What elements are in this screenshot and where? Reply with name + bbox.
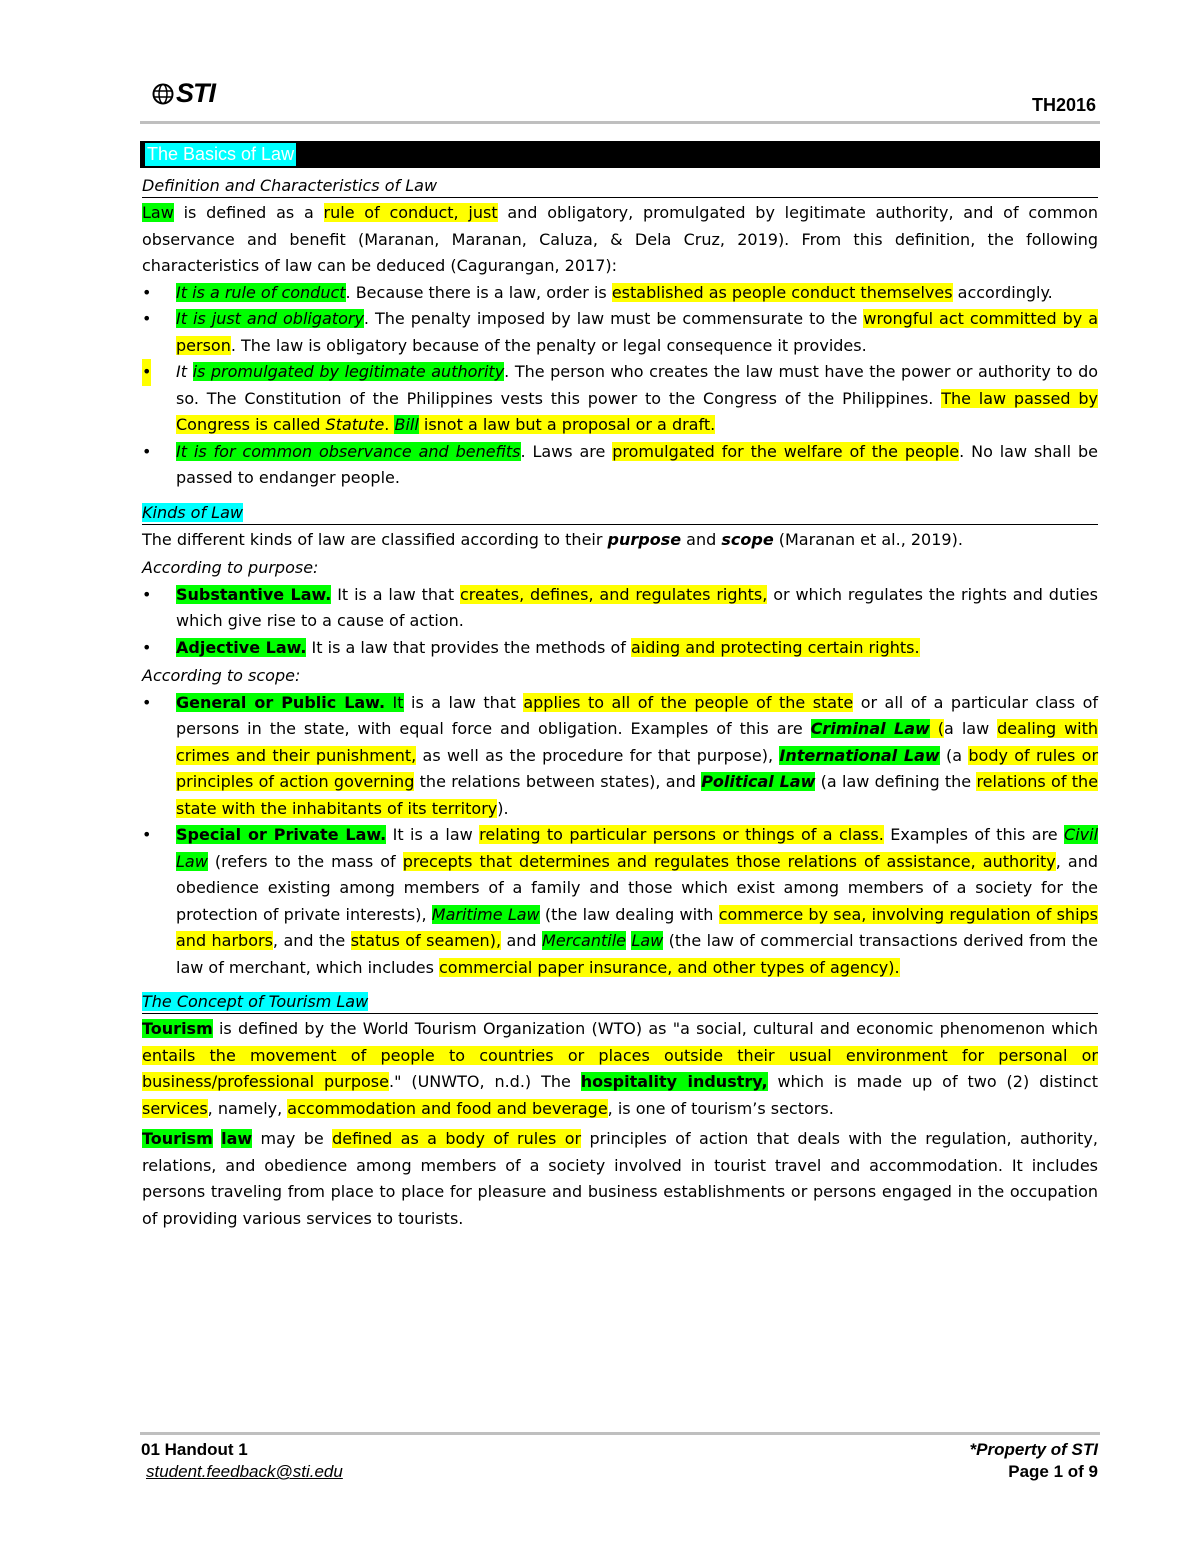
main-content	[142, 175, 1098, 1232]
highlight: applies to all of the people of the state	[523, 692, 854, 712]
term-highlight: Criminal Law	[810, 719, 930, 738]
highlight: aiding and protecting certain rights.	[630, 637, 920, 657]
law-definition-paragraph	[142, 200, 1098, 280]
highlight: body of rules or principles of action governing	[176, 745, 1099, 791]
header-divider	[140, 121, 1100, 124]
characteristics-list	[142, 280, 1098, 492]
term-highlight: Special or Private Law.	[176, 825, 387, 844]
highlight-rule-of-conduct: rule of conduct, just	[323, 203, 498, 222]
text-run: and	[681, 529, 722, 549]
text-run: . Laws are	[520, 441, 613, 461]
term-highlight: is promulgated by legitimate authority	[192, 362, 505, 381]
globe-icon	[152, 83, 174, 105]
text-run: (a law defining the	[815, 772, 977, 791]
text-run: the relations between states), and	[414, 772, 702, 791]
course-code: TH2016	[1031, 95, 1096, 115]
spacer	[142, 981, 1098, 991]
text-run: It is a law	[386, 825, 480, 844]
text-run: (refers to the mass of	[207, 851, 403, 871]
term-bill: Bill	[394, 415, 419, 434]
highlight: status of seamen),	[350, 931, 502, 950]
highlight: precepts that determines and regulates those relations of assistance, authority	[402, 851, 1056, 871]
highlight: relating to particular persons or things of a class.	[479, 825, 884, 844]
list-item	[142, 359, 1098, 439]
text-run: which is made up of two (2) distinct	[767, 1072, 1099, 1091]
highlight: entails the movement of people to countries or places outside their usual environment for personal or business/professional purpose	[142, 1045, 1098, 1091]
term-highlight: It is for common observance and benefits	[176, 441, 521, 461]
term-highlight: Adjective Law.	[176, 637, 307, 657]
highlight: .	[384, 415, 395, 434]
scope-label: According to scope:	[142, 666, 301, 685]
text-run: is a law that	[403, 692, 524, 712]
term-hospitality-industry: hospitality industry,	[580, 1072, 768, 1091]
text-run: , and obedience existing among members of a family and those which exist among members of a society for the protection of private interests),	[176, 851, 1098, 924]
text-run: may be	[252, 1129, 333, 1148]
text-run: The different kinds of law are classified according to their	[142, 529, 608, 549]
highlight: dealing with crimes and their punishment,	[176, 719, 1099, 765]
term-highlight: Political Law	[701, 772, 816, 791]
term-law: law	[221, 1129, 253, 1148]
section-heading-tourism	[142, 991, 1098, 1014]
text-run: ." (UNWTO, n.d.) The	[388, 1072, 581, 1091]
term-highlight: It	[385, 692, 404, 712]
term-highlight: Substantive Law.	[176, 584, 332, 604]
highlight: accommodation and food and beverage	[287, 1098, 608, 1118]
highlight: relations of the state with the inhabitants of its territory	[176, 772, 1099, 818]
list-item	[142, 690, 1098, 823]
highlight: is	[418, 415, 437, 434]
text-run: . No law shall be passed to endanger people.	[176, 441, 1098, 487]
list-item	[142, 280, 1098, 307]
tourism-law-paragraph	[142, 1126, 1098, 1232]
term-highlight: Civil Law	[176, 825, 1099, 871]
text-run: principles of action that deals with the regulation, authority, relations, and obedience among members of a society involved in tourist travel and accommodation. It includes persons traveling from place to place for pleasure and business establishments or persons engaged in the occupation of providing various services to tourists.	[142, 1129, 1098, 1228]
text-run: Examples of this are	[883, 825, 1065, 844]
section-heading-kinds	[142, 502, 1098, 525]
highlight: (	[929, 719, 945, 738]
text-run: It is a law that	[331, 584, 460, 604]
handout-label: 01 Handout 1	[141, 1440, 248, 1459]
term-scope: scope	[721, 529, 774, 549]
highlight: promulgated for the welfare of the people	[612, 441, 960, 461]
text-run: (the law of commercial transactions derived from the law of merchant, which includes	[176, 931, 1099, 977]
scope-list	[142, 690, 1098, 982]
highlight: The law passed by Congress is called	[176, 388, 1098, 434]
text-run: , and the	[272, 931, 351, 950]
sti-logo	[152, 78, 215, 109]
text-run: (the law dealing with	[539, 904, 719, 924]
text-run: (Maranan et al., 2019).	[773, 529, 963, 549]
highlight: commerce by sea, involving regulation of ships and harbors	[176, 904, 1099, 950]
logo-text: STI	[176, 78, 216, 108]
text-run: and obligatory, promulgated by legitimate authority, and of common observance and benefit (Maranan, Maranan, Caluza, & Dela Cruz, 2019). From this definition, the following characteristics of law can be deduced (Cagurangan, 2017):	[142, 203, 1099, 275]
text-run: It is a law that provides the methods of	[306, 637, 631, 657]
term-highlight: Mercantile	[542, 931, 626, 950]
page-title: The Basics of Law	[147, 144, 295, 164]
text-run: . The law is obligatory because of the penalty or legal consequence it provides.	[230, 335, 867, 355]
text-run: or all of a particular class of persons in the state, with equal force and obligation. Examples of this are	[176, 692, 1099, 738]
highlight: wrongful act committed by a person	[176, 309, 1099, 355]
highlight: services	[142, 1098, 208, 1118]
text-run: as well as the procedure for that purpose),	[416, 745, 780, 765]
text-run: . Because there is a law, order is	[345, 282, 612, 302]
text-run	[213, 1129, 221, 1148]
section-heading-definition: Definition and Characteristics of Law	[142, 175, 1098, 198]
term-law: Law	[142, 203, 174, 222]
text-run: and	[501, 931, 543, 950]
feedback-email-link[interactable]: student.feedback@sti.edu	[146, 1462, 343, 1481]
list-item	[142, 439, 1098, 492]
highlight: commercial paper insurance, and other types of agency).	[439, 957, 900, 977]
highlight: established as people conduct themselves	[611, 282, 953, 302]
text-run: ).	[497, 798, 509, 818]
highlight: not a law but a proposal or a draft.	[436, 415, 716, 434]
section-heading-text: Kinds of Law	[142, 502, 243, 522]
term-tourism: Tourism	[142, 1019, 213, 1038]
text-run: , namely,	[207, 1098, 288, 1118]
term-purpose: purpose	[607, 529, 682, 549]
text-run: . The penalty imposed by law must be commensurate to the	[363, 309, 864, 328]
text-run: is defined as a	[173, 203, 324, 222]
section-heading-text: The Concept of Tourism Law	[142, 992, 369, 1011]
text-run: is defined by the World Tourism Organization (WTO) as "a social, cultural and economic phenomenon which	[212, 1019, 1098, 1038]
text-run: . The person who creates the law must have the power or authority to do so. The Constitution of the Philippines vests this power to the Congress of the Philippines.	[176, 362, 1099, 408]
tourism-definition-paragraph	[142, 1016, 1098, 1122]
spacer	[142, 492, 1098, 502]
list-item	[142, 822, 1098, 981]
kinds-intro-paragraph	[142, 527, 1098, 554]
list-item	[142, 306, 1098, 359]
term-highlight: International Law	[779, 745, 940, 765]
term-highlight: General or Public Law.	[176, 692, 386, 712]
text-run: It	[176, 362, 193, 381]
page-number: Page 1 of 9	[1008, 1462, 1098, 1481]
purpose-label: According to purpose:	[142, 558, 319, 577]
footer-divider	[140, 1432, 1100, 1435]
term-highlight: Maritime Law	[431, 904, 540, 924]
highlight: creates, defines, and regulates rights,	[459, 584, 768, 604]
text-run: , is one of tourism’s sectors.	[607, 1098, 834, 1118]
purpose-list	[142, 582, 1098, 662]
highlight: defined as a body of rules or	[332, 1129, 582, 1148]
text-run: (a	[939, 745, 969, 765]
property-notice: *Property of STI	[969, 1440, 1098, 1459]
term-highlight: It is just and obligatory	[176, 309, 364, 328]
text-run: a law	[944, 719, 998, 738]
term-highlight: It is a rule of conduct	[176, 282, 346, 302]
list-item	[142, 635, 1098, 662]
text-run: accordingly.	[952, 282, 1053, 302]
term-tourism: Tourism	[142, 1129, 213, 1148]
term-highlight: Law	[631, 931, 664, 950]
highlight-statute: Statute	[325, 415, 385, 434]
text-run: or which regulates the rights and duties which give rise to a cause of action.	[176, 584, 1098, 630]
list-item	[142, 582, 1098, 635]
